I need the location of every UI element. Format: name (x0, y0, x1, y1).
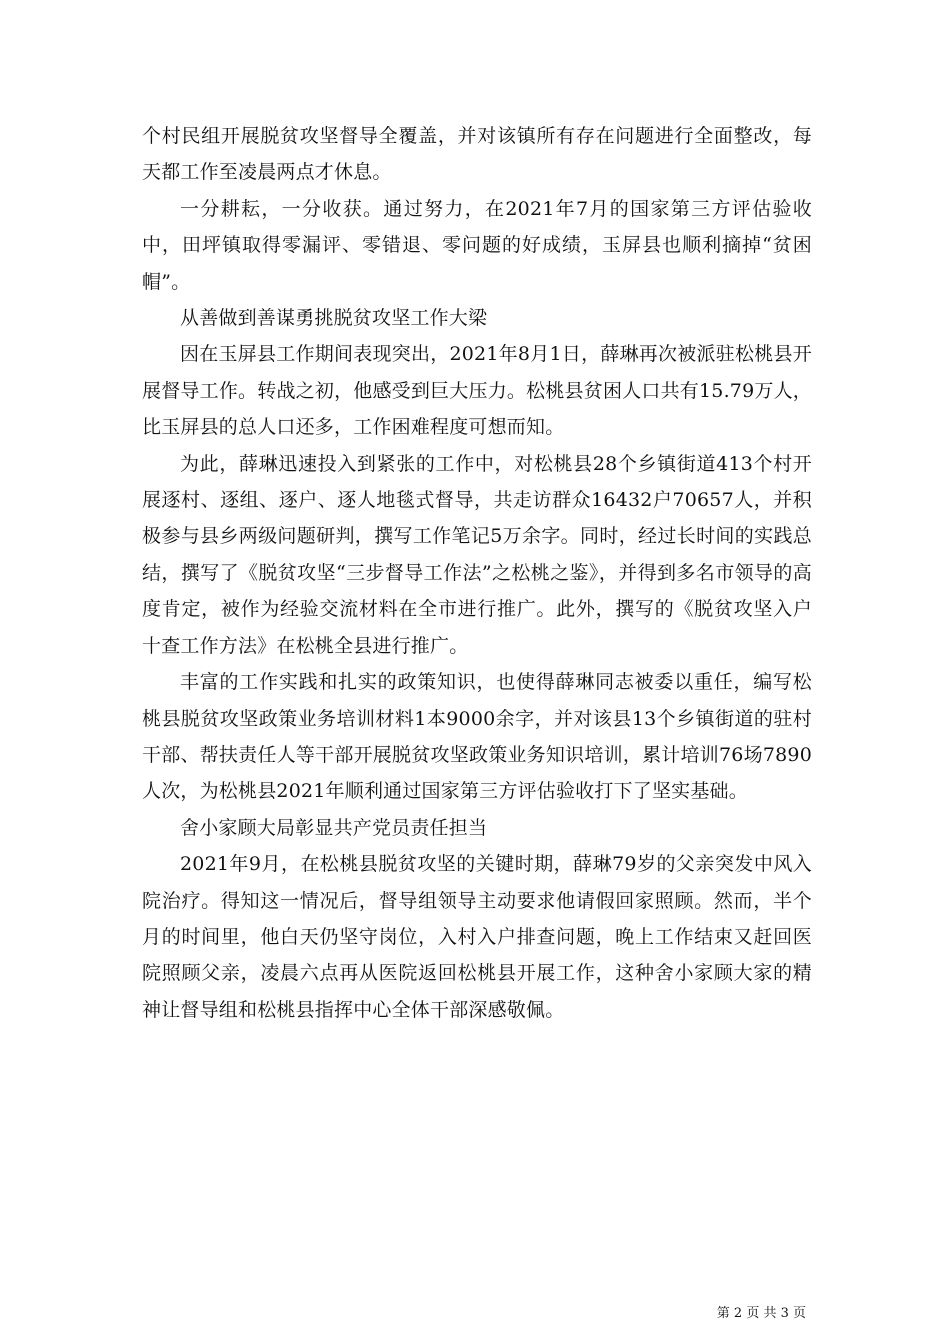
section-heading-2: 舍小家顾大局彰显共产党员责任担当 (180, 816, 488, 839)
paragraph-1: 个村民组开展脱贫攻坚督导全覆盖，并对该镇所有存在问题进行全面整改，每天都工作至凌晨两点才休息。 (142, 125, 812, 184)
paragraph-3: 因在玉屏县工作期间表现突出，2021年8月1日，薛琳再次被派驻松桃县开展督导工作。转战之初，他感受到巨大压力。松桃县贫困人口共有15.79万人，比玉屏县的总人口还多，工作困难程度可想而知。 (142, 343, 812, 439)
paragraph-6: 2021年9月，在松桃县脱贫攻坚的关键时期，薛琳79岁的父亲突发中风入院治疗。得知这一情况后，督导组领导主动要求他请假回家照顾。然而，半个月的时间里，他白天仍坚守岗位，入村入户排查问题，晚上工作结束又赶回医院照顾父亲，凌晨六点再从医院返回松桃县开展工作，这种舍小家顾大家的精神让督导组和松桃县指挥中心全体干部深感敬佩。 (142, 853, 812, 1021)
document-body (142, 118, 812, 1028)
paragraph-4: 为此，薛琳迅速投入到紧张的工作中，对松桃县28个乡镇街道413个村开展逐村、逐组、逐户、逐人地毯式督导，共走访群众16432户70657人，并积极参与县乡两级问题研判，撰写工作笔记5万余字。同时，经过长时间的实践总结，撰写了《脱贫攻坚“三步督导工作法”之松桃之鉴》，并得到多名市领导的高度肯定，被作为经验交流材料在全市进行推广。此外，撰写的《脱贫攻坚入户十查工作方法》在松桃全县进行推广。 (142, 452, 812, 657)
section-heading-1: 从善做到善谋勇挑脱贫攻坚工作大梁 (180, 307, 488, 330)
paragraph-5: 丰富的工作实践和扎实的政策知识，也使得薛琳同志被委以重任，编写松桃县脱贫攻坚政策业务培训材料1本9000余字，并对该县13个乡镇街道的驻村干部、帮扶责任人等干部开展脱贫攻坚政策业务知识培训，累计培训76场7890人次，为松桃县2021年顺利通过国家第三方评估验收打下了坚实基础。 (142, 671, 812, 803)
paragraph-2: 一分耕耘，一分收获。通过努力，在2021年7月的国家第三方评估验收中，田坪镇取得零漏评、零错退、零问题的好成绩，玉屏县也顺利摘掉“贫困帽”。 (142, 197, 812, 293)
page-number-footer: 第 2 页 共 3 页 (716, 1306, 806, 1321)
